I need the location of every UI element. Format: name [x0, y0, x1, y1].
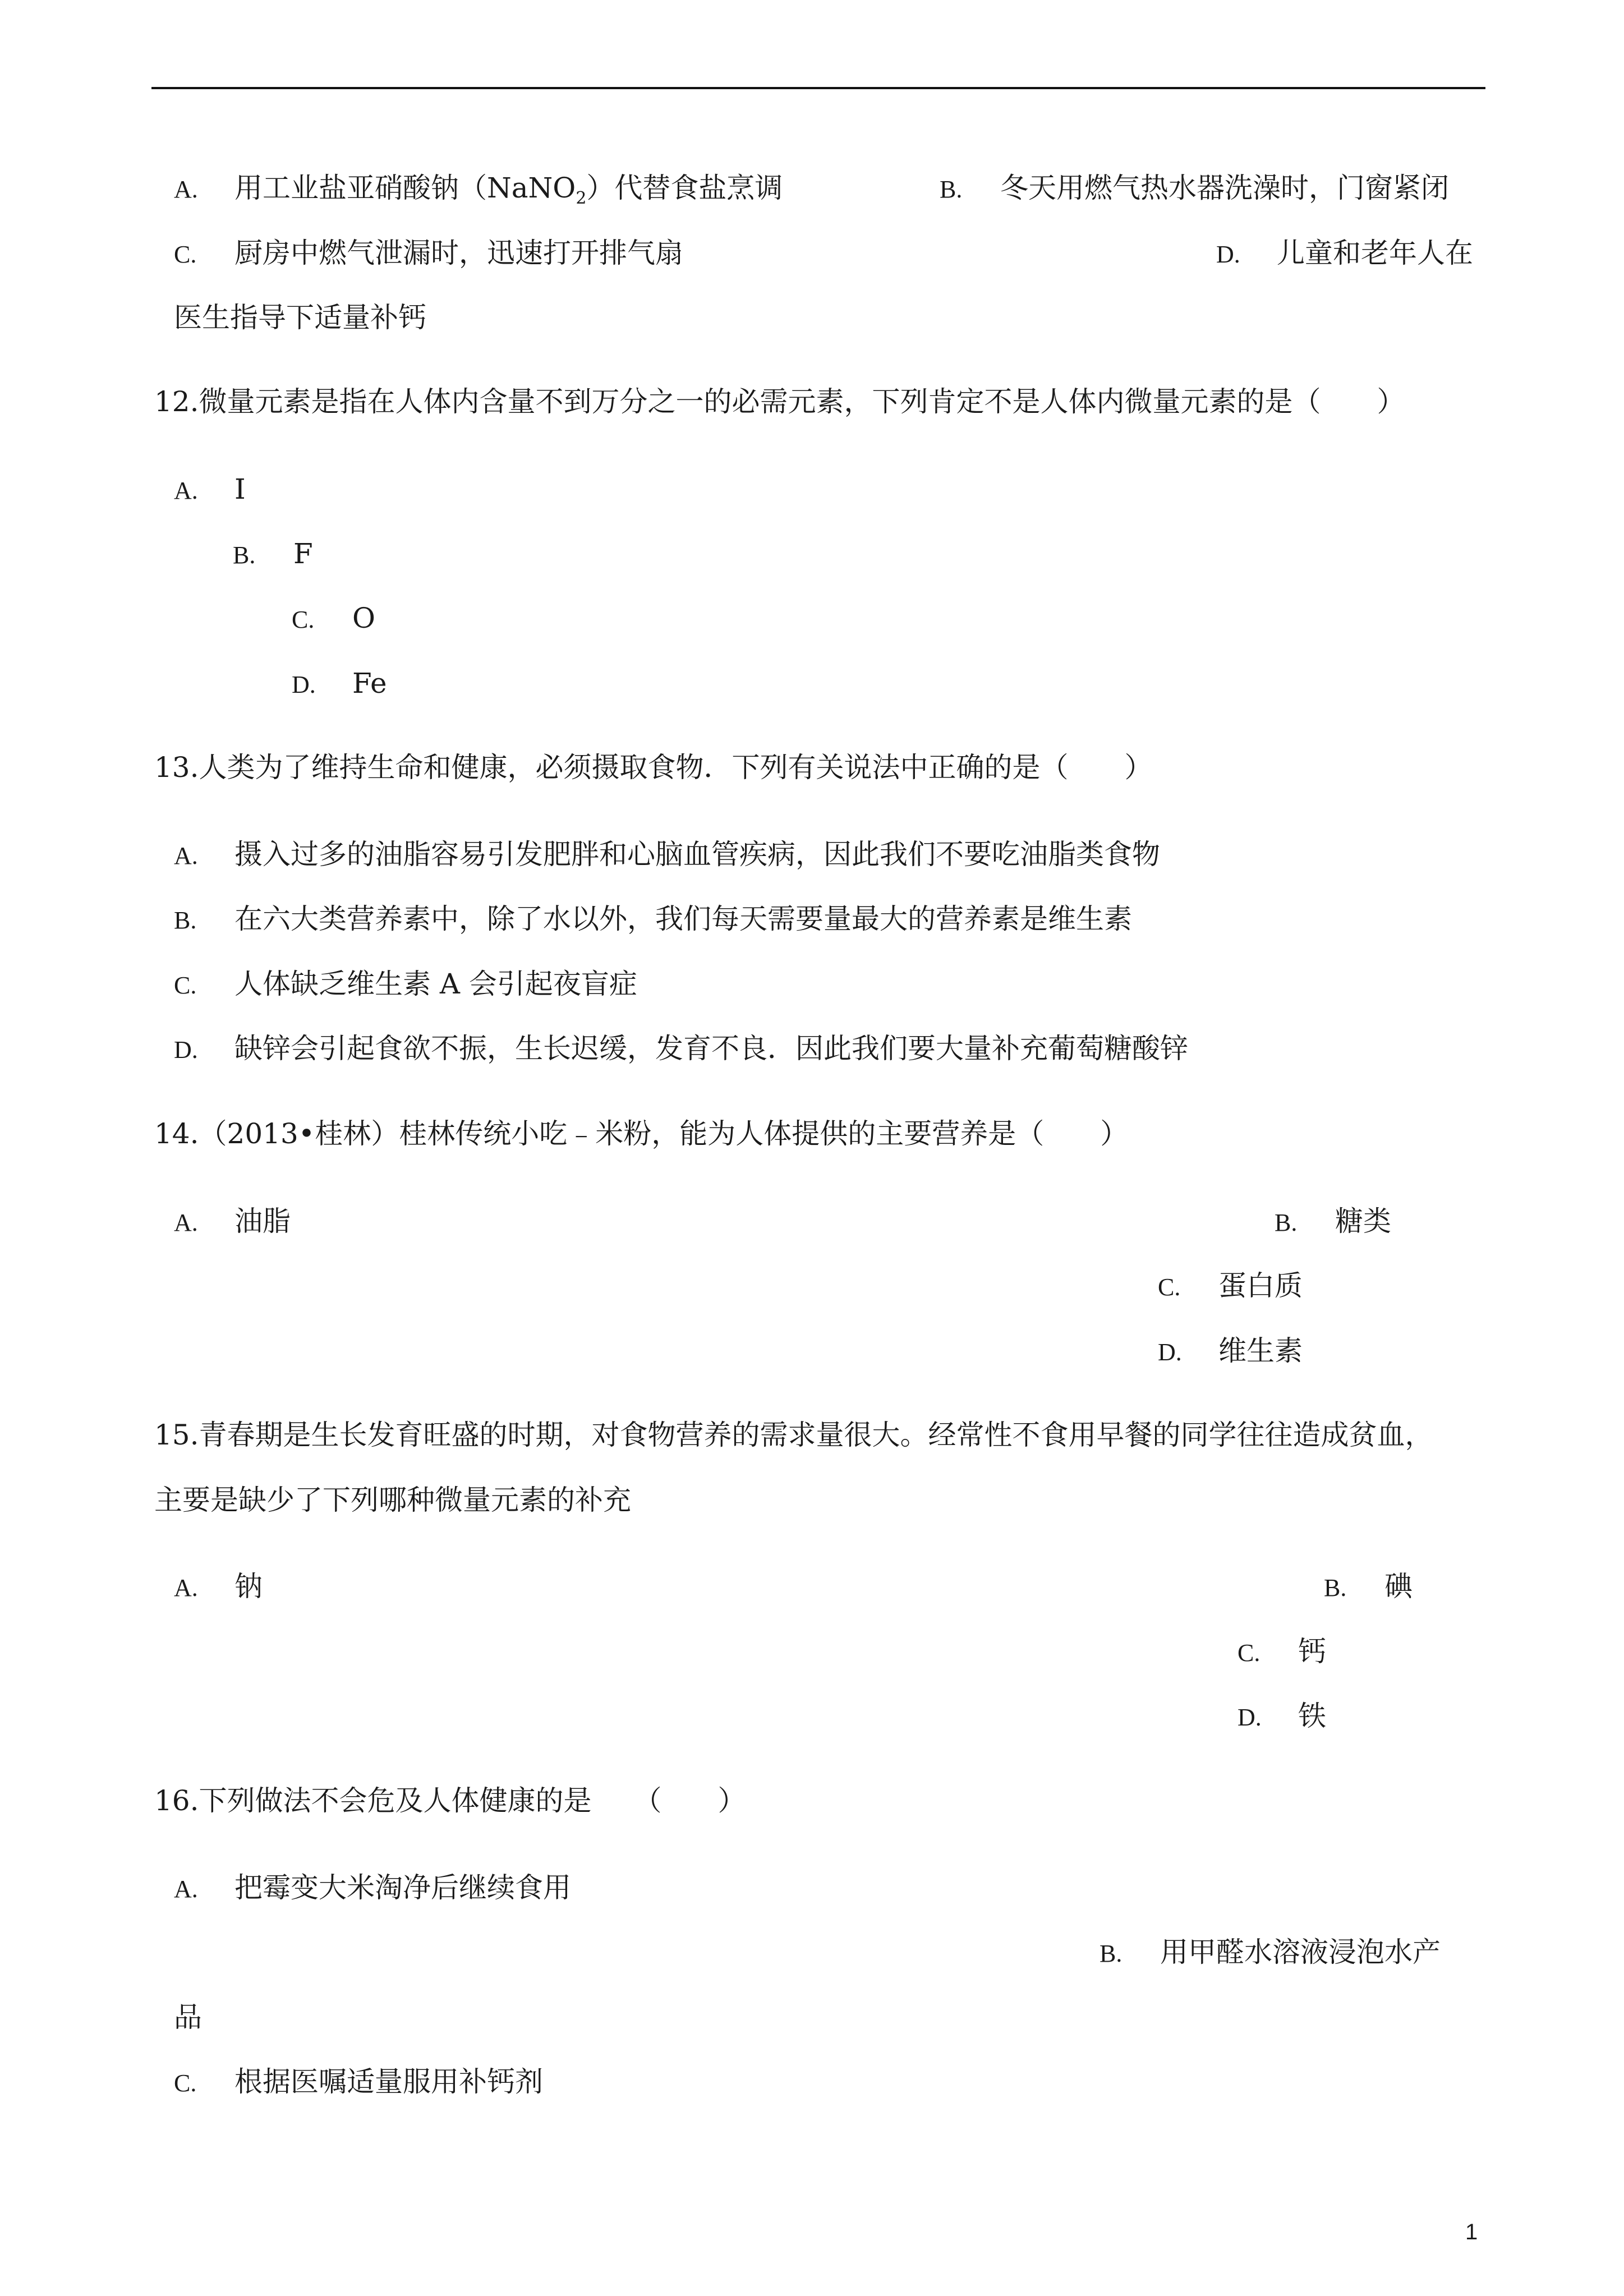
q15-option-c: C. 钙 [1237, 1635, 1326, 1668]
q14-option-b: B. 糖类 [1275, 1205, 1391, 1237]
q13-stem: 13.人类为了维持生命和健康，必须摄取食物．下列有关说法中正确的是（ ） [154, 751, 1153, 784]
q11-option-d-continued: 医生指导下适量补钙 [174, 301, 426, 334]
q12-option-a: A. I [174, 473, 246, 505]
page-number: 1 [1465, 2220, 1478, 2244]
q12-stem: 12.微量元素是指在人体内含量不到万分之一的必需元素，下列肯定不是人体内微量元素的是（ ） [154, 385, 1405, 418]
q11-option-d: D. 儿童和老年人在 [1216, 237, 1473, 269]
q11-option-c: C. 厨房中燃气泄漏时，迅速打开排气扇 [174, 237, 683, 269]
q13-option-c: C. 人体缺乏维生素 A 会引起夜盲症 [174, 968, 637, 1000]
q16-option-a: A. 把霉变大米淘净后继续食用 [174, 1871, 571, 1904]
q16-option-c: C. 根据医嘱适量服用补钙剂 [174, 2065, 543, 2098]
q13-option-b: B. 在六大类营养素中，除了水以外，我们每天需要量最大的营养素是维生素 [174, 903, 1132, 935]
q13-option-a: A. 摄入过多的油脂容易引发肥胖和心脑血管疾病，因此我们不要吃油脂类食物 [174, 838, 1160, 871]
header-rule [151, 87, 1485, 89]
q12-option-c: C. O [292, 602, 375, 634]
q11-option-b: B. 冬天用燃气热水器洗澡时，门窗紧闭 [940, 172, 1449, 204]
q15-option-b: B. 碘 [1324, 1570, 1413, 1603]
q15-stem-line2: 主要是缺少了下列哪种微量元素的补充 [154, 1484, 631, 1516]
q13-option-d: D. 缺锌会引起食欲不振，生长迟缓，发育不良．因此我们要大量补充葡萄糖酸锌 [174, 1032, 1188, 1065]
q12-option-d: D. Fe [292, 667, 387, 700]
q14-option-d: D. 维生素 [1158, 1335, 1303, 1367]
q16-stem: 16.下列做法不会危及人体健康的是 （ ） [154, 1784, 746, 1817]
q14-option-c: C. 蛋白质 [1158, 1269, 1303, 1302]
q15-option-d: D. 铁 [1237, 1700, 1326, 1732]
q12-option-b: B. F [233, 537, 313, 570]
q16-option-b-continued: 品 [174, 2001, 202, 2033]
q16-option-b: B. 用甲醛水溶液浸泡水产 [1099, 1936, 1441, 1968]
q14-option-a: A. 油脂 [174, 1205, 291, 1237]
q14-stem: 14.（2013•桂林）桂林传统小吃﹣米粉，能为人体提供的主要营养是（ ） [154, 1117, 1129, 1150]
q15-stem-line1: 15.青春期是生长发育旺盛的时期，对食物营养的需求量很大。经常性不食用早餐的同学往往造成贫血， [154, 1419, 1433, 1451]
q11-option-a: A. 用工业盐亚硝酸钠（NaNO$_2$）代替食盐烹调 [174, 172, 783, 208]
q15-option-a: A. 钠 [174, 1570, 263, 1603]
